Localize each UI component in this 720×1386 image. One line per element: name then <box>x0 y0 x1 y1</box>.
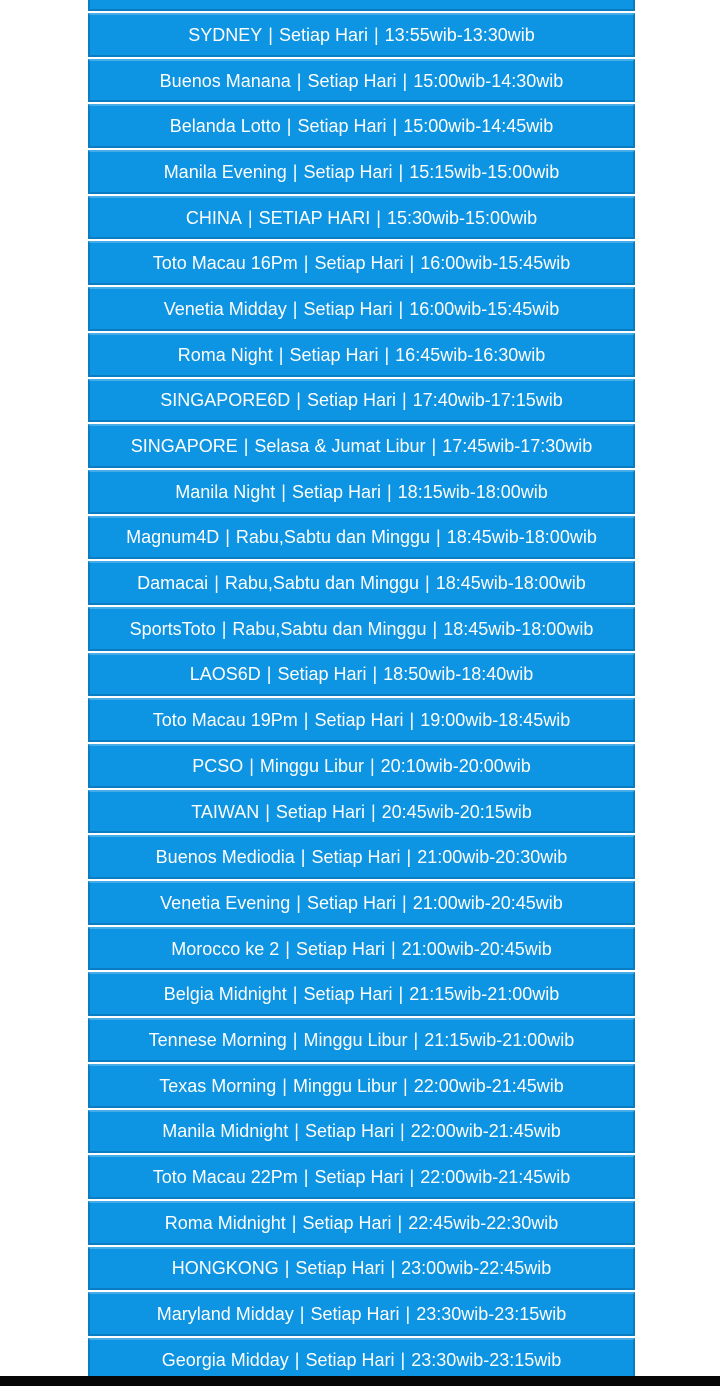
market-name: Texas Morning <box>159 1075 277 1096</box>
market-time: 16:00wib-15:45wib <box>420 253 571 274</box>
market-name: Buenos Manana <box>159 70 291 91</box>
schedule-row[interactable] <box>88 927 635 971</box>
schedule-row[interactable] <box>88 607 635 651</box>
market-schedule: Setiap Hari <box>310 1304 400 1325</box>
separator: | <box>247 207 253 228</box>
market-time: 15:30wib-15:00wib <box>386 207 538 228</box>
separator: | <box>369 755 375 776</box>
separator: | <box>390 1258 396 1279</box>
market-name: SportsToto <box>129 618 216 639</box>
separator: | <box>376 207 381 228</box>
separator: | <box>402 892 407 913</box>
market-schedule: Setiap Hari <box>306 390 396 411</box>
schedule-row[interactable] <box>88 1247 635 1291</box>
separator: | <box>281 481 286 502</box>
market-schedule: Minggu Libur <box>292 1075 397 1096</box>
market-name: Venetia Midday <box>163 298 287 319</box>
market-name: SINGAPORE6D <box>160 390 291 411</box>
separator: | <box>406 847 412 868</box>
market-name: SYDNEY <box>188 24 263 45</box>
market-time: 21:15wib-21:00wib <box>409 984 560 1005</box>
market-time: 18:45wib-18:00wib <box>446 527 597 548</box>
market-name: CHINA <box>185 207 242 228</box>
market-name: Manila Evening <box>163 161 287 182</box>
separator: | <box>221 618 227 639</box>
market-name: Roma Midnight <box>164 1212 286 1233</box>
schedule-list <box>88 0 635 1384</box>
market-time: 22:00wib-21:45wib <box>413 1075 564 1096</box>
market-name: Tennese Morning <box>148 1029 287 1050</box>
separator: | <box>284 1258 290 1279</box>
market-time: 20:10wib-20:00wib <box>380 755 531 776</box>
market-time: 23:30wib-23:15wib <box>416 1304 567 1325</box>
separator: | <box>294 1349 300 1370</box>
schedule-row[interactable] <box>88 1064 635 1108</box>
separator: | <box>370 801 376 822</box>
separator: | <box>285 938 290 959</box>
schedule-row[interactable] <box>88 424 635 468</box>
market-time: 20:45wib-20:15wib <box>381 801 532 822</box>
market-name: Buenos Mediodia <box>155 847 295 868</box>
market-schedule: Rabu,Sabtu dan Minggu <box>235 527 431 548</box>
schedule-row[interactable] <box>88 59 635 103</box>
schedule-row-partial[interactable] <box>88 0 635 11</box>
separator: | <box>372 664 378 685</box>
schedule-row[interactable] <box>88 241 635 285</box>
market-name: PCSO <box>192 755 244 776</box>
schedule-row[interactable] <box>88 698 635 742</box>
market-schedule: Minggu Libur <box>303 1029 408 1050</box>
market-time: 13:55wib-13:30wib <box>384 24 535 45</box>
separator: | <box>296 70 302 91</box>
separator: | <box>431 436 437 457</box>
schedule-row[interactable] <box>88 1018 635 1062</box>
market-name: SINGAPORE <box>130 436 238 457</box>
market-time: 23:30wib-23:15wib <box>411 1349 562 1370</box>
market-time: 21:00wib-20:45wib <box>412 892 563 913</box>
separator: | <box>386 481 392 502</box>
market-schedule: Setiap Hari <box>306 892 397 913</box>
market-time: 18:50wib-18:40wib <box>383 664 534 685</box>
separator: | <box>398 161 404 182</box>
market-schedule: Setiap Hari <box>277 664 367 685</box>
separator: | <box>265 801 270 822</box>
market-time: 15:00wib-14:45wib <box>403 116 554 137</box>
market-time: 22:45wib-22:30wib <box>408 1212 559 1233</box>
schedule-row[interactable] <box>88 333 635 377</box>
market-time: 18:15wib-18:00wib <box>397 481 548 502</box>
schedule-row[interactable] <box>88 13 635 57</box>
separator: | <box>292 1029 298 1050</box>
market-schedule: Setiap Hari <box>303 298 393 319</box>
separator: | <box>397 1212 403 1233</box>
separator: | <box>300 847 306 868</box>
market-name: TAIWAN <box>191 801 260 822</box>
market-schedule: Setiap Hari <box>303 984 393 1005</box>
market-time: 15:15wib-15:00wib <box>409 161 560 182</box>
schedule-row[interactable] <box>88 379 635 423</box>
separator: | <box>400 1121 405 1142</box>
separator: | <box>384 344 390 365</box>
separator: | <box>303 1167 309 1188</box>
schedule-row[interactable] <box>88 561 635 605</box>
separator: | <box>303 710 309 731</box>
separator: | <box>409 1167 415 1188</box>
market-name: Venetia Evening <box>160 892 291 913</box>
schedule-row[interactable] <box>88 835 635 879</box>
separator: | <box>398 984 404 1005</box>
market-name: Belanda Lotto <box>169 116 281 137</box>
market-name: Toto Macau 16Pm <box>152 253 298 274</box>
separator: | <box>409 710 415 731</box>
market-schedule: Setiap Hari <box>307 70 397 91</box>
separator: | <box>303 253 309 274</box>
market-time: 15:00wib-14:30wib <box>413 70 564 91</box>
market-name: Roma Night <box>177 344 273 365</box>
market-name: Manila Midnight <box>162 1121 289 1142</box>
market-name: Toto Macau 19Pm <box>152 710 298 731</box>
schedule-row[interactable] <box>88 1155 635 1199</box>
market-schedule: Setiap Hari <box>314 710 404 731</box>
separator: | <box>296 892 301 913</box>
market-schedule: Setiap Hari <box>304 1121 394 1142</box>
market-time: 17:40wib-17:15wib <box>412 390 563 411</box>
market-name: Magnum4D <box>126 527 220 548</box>
schedule-row[interactable] <box>88 196 635 240</box>
market-time: 22:00wib-21:45wib <box>410 1121 561 1142</box>
market-time: 22:00wib-21:45wib <box>420 1167 571 1188</box>
schedule-row[interactable] <box>88 516 635 560</box>
separator: | <box>402 70 408 91</box>
separator: | <box>278 344 284 365</box>
market-schedule: Setiap Hari <box>297 116 387 137</box>
market-schedule: Rabu,Sabtu dan Minggu <box>224 573 420 594</box>
separator: | <box>291 1212 297 1233</box>
market-name: Belgia Midnight <box>163 984 287 1005</box>
market-name: HONGKONG <box>171 1258 279 1279</box>
market-schedule: Setiap Hari <box>314 1167 404 1188</box>
separator: | <box>390 938 396 959</box>
separator: | <box>432 618 438 639</box>
market-time: 19:00wib-18:45wib <box>420 710 571 731</box>
market-time: 16:45wib-16:30wib <box>395 344 546 365</box>
separator: | <box>225 527 230 548</box>
schedule-row[interactable] <box>88 744 635 788</box>
market-time: 21:00wib-20:30wib <box>417 847 568 868</box>
schedule-row[interactable] <box>88 150 635 194</box>
market-schedule: Minggu Libur <box>259 755 364 776</box>
separator: | <box>400 1349 406 1370</box>
schedule-row[interactable] <box>88 287 635 331</box>
market-schedule: Setiap Hari <box>295 1258 385 1279</box>
separator: | <box>413 1029 419 1050</box>
separator: | <box>296 390 301 411</box>
separator: | <box>398 298 404 319</box>
market-name: LAOS6D <box>189 664 261 685</box>
bottom-navigation-bar <box>0 1376 720 1386</box>
separator: | <box>392 116 398 137</box>
separator: | <box>286 116 292 137</box>
separator: | <box>425 573 430 594</box>
separator: | <box>282 1075 287 1096</box>
separator: | <box>292 161 298 182</box>
separator: | <box>405 1304 411 1325</box>
schedule-row[interactable] <box>88 104 635 148</box>
schedule-row[interactable] <box>88 790 635 834</box>
separator: | <box>373 24 379 45</box>
separator: | <box>214 573 219 594</box>
separator: | <box>409 253 415 274</box>
separator: | <box>299 1304 305 1325</box>
market-name: Maryland Midday <box>156 1304 294 1325</box>
market-schedule: Setiap Hari <box>275 801 365 822</box>
schedule-row[interactable] <box>88 1110 635 1154</box>
market-schedule: Setiap Hari <box>314 253 404 274</box>
separator: | <box>249 755 254 776</box>
market-schedule: Setiap Hari <box>302 1212 392 1233</box>
market-name: Toto Macau 22Pm <box>152 1167 298 1188</box>
schedule-row[interactable] <box>88 881 635 925</box>
market-time: 21:00wib-20:45wib <box>401 938 552 959</box>
market-time: 18:45wib-18:00wib <box>443 618 594 639</box>
market-schedule: Setiap Hari <box>305 1349 395 1370</box>
separator: | <box>401 390 407 411</box>
market-name: Damacai <box>137 573 209 594</box>
market-name: Manila Night <box>175 481 276 502</box>
schedule-row[interactable] <box>88 470 635 514</box>
market-schedule: Setiap Hari <box>291 481 381 502</box>
separator: | <box>436 527 441 548</box>
market-time: 18:45wib-18:00wib <box>435 573 586 594</box>
schedule-row[interactable] <box>88 1201 635 1245</box>
separator: | <box>292 298 298 319</box>
schedule-row[interactable] <box>88 653 635 697</box>
market-schedule: Rabu,Sabtu dan Minggu <box>232 618 427 639</box>
separator: | <box>266 664 272 685</box>
market-schedule: Setiap Hari <box>278 24 368 45</box>
market-schedule: Setiap Hari <box>295 938 385 959</box>
market-schedule: Setiap Hari <box>289 344 379 365</box>
market-schedule: Setiap Hari <box>311 847 401 868</box>
schedule-row[interactable] <box>88 972 635 1016</box>
market-schedule: SETIAP HARI <box>258 207 371 228</box>
market-time: 17:45wib-17:30wib <box>442 436 593 457</box>
market-time: 21:15wib-21:00wib <box>424 1029 575 1050</box>
market-schedule: Setiap Hari <box>303 161 393 182</box>
separator: | <box>268 24 273 45</box>
market-time: 16:00wib-15:45wib <box>409 298 560 319</box>
separator: | <box>403 1075 408 1096</box>
schedule-row[interactable] <box>88 1292 635 1336</box>
market-time: 23:00wib-22:45wib <box>401 1258 552 1279</box>
separator: | <box>243 436 249 457</box>
separator: | <box>294 1121 299 1142</box>
market-name: Georgia Midday <box>161 1349 289 1370</box>
market-schedule: Selasa & Jumat Libur <box>254 436 426 457</box>
schedule-rows-container <box>88 13 635 1382</box>
market-name: Morocco ke 2 <box>171 938 280 959</box>
separator: | <box>292 984 298 1005</box>
